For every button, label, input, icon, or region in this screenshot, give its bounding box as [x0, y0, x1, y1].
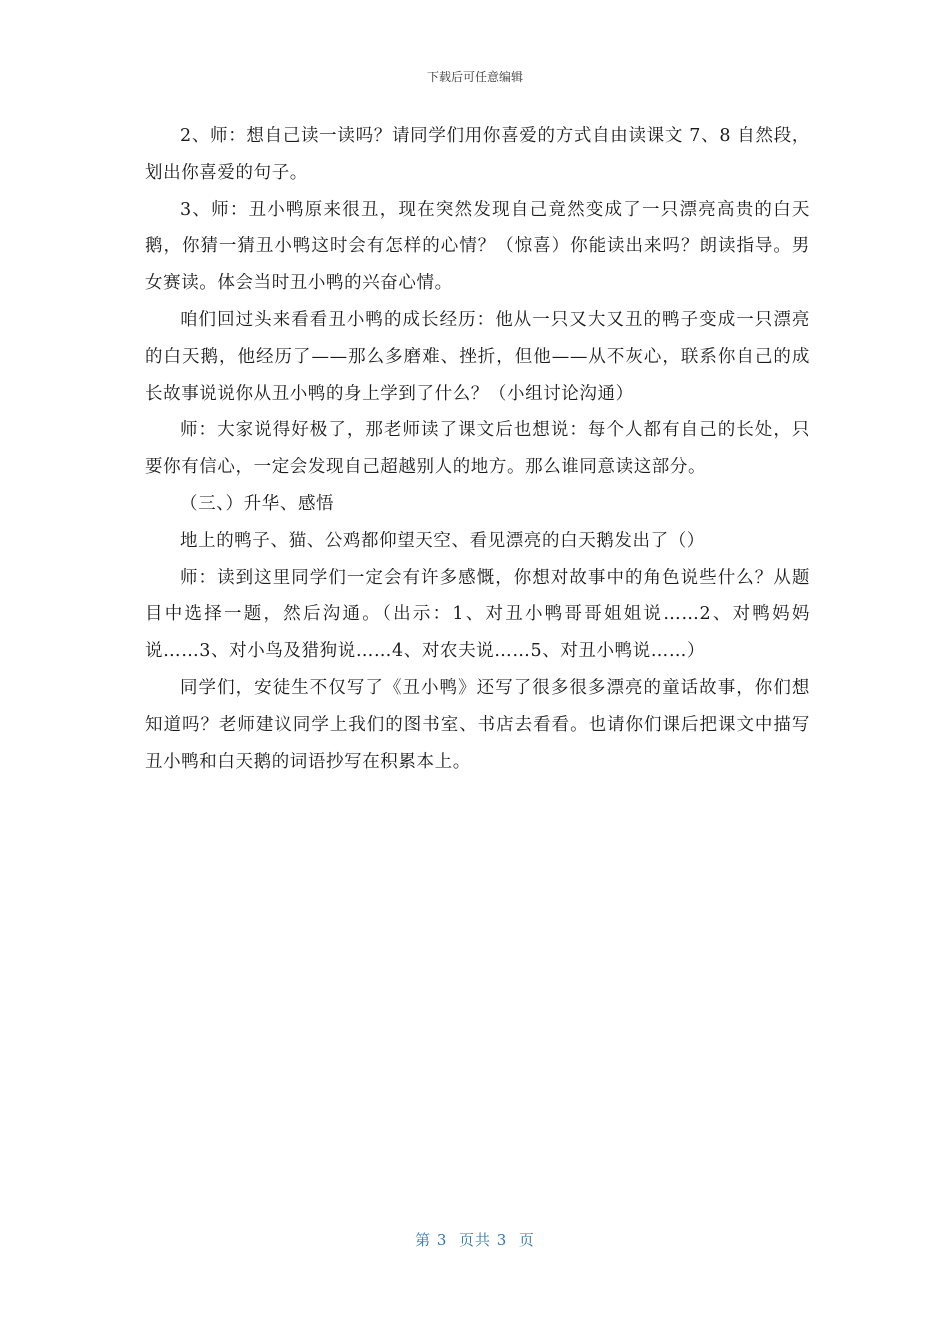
page-number-label: 第 3 页共 3 页 — [415, 1231, 535, 1249]
paragraph-character-talk: 师：读到这里同学们一定会有许多感慨，你想对故事中的角色说些什么？从题目中选择一题，然后沟通。（出示：1、对丑小鸭哥哥姐姐说……2、对鸭妈妈说……3、对小鸟及猎狗说……4、对农夫说……5、对丑小鸭说……） — [145, 567, 810, 662]
page-header: 下载后可任意编辑 — [426, 70, 523, 84]
paragraph-reading-task: 2、师：想自己读一读吗？请同学们用你喜爱的方式自由读课文 7、8 自然段，划出你喜爱的句子。 — [145, 126, 810, 183]
section-heading: （三、）升华、感悟 — [180, 493, 335, 514]
paragraph-teacher-summary: 师：大家说得好极了，那老师读了课文后也想说：每个人都有自己的长处，只要你有信心，一定会发现自己超越别人的地方。那么谁同意读这部分。 — [145, 420, 810, 478]
paragraph-growth-review: 咱们回过头来看看丑小鸭的成长经历：他从一只又大又丑的鸭子变成一只漂亮的白天鹅，他经历了——那么多磨难、挫折，但他——从不灰心，联系你自己的成长故事说说你从丑小鸭的身上学到了什么？（小组讨论沟通） — [145, 309, 810, 404]
paragraph-emotion-question: 3、师：丑小鸭原来很丑，现在突然发现自己竟然变成了一只漂亮高贵的白天鹅，你猜一猜丑小鸭这时会有怎样的心情？（惊喜）你能读出来吗？朗读指导。男女赛读。体会当时丑小鸭的兴奋心情。 — [145, 199, 810, 294]
page-footer — [0, 1229, 950, 1250]
document-body — [145, 118, 810, 780]
paragraph-homework: 同学们，安徒生不仅写了《丑小鸭》还写了很多很多漂亮的童话故事，你们想知道吗？老师建议同学上我们的图书室、书店去看看。也请你们课后把课文中描写丑小鸭和白天鹅的词语抄写在积累本上。 — [145, 677, 810, 772]
paragraph-fill-blank: 地上的鸭子、猫、公鸡都仰望天空、看见漂亮的白天鹅发出了（） — [180, 530, 705, 551]
